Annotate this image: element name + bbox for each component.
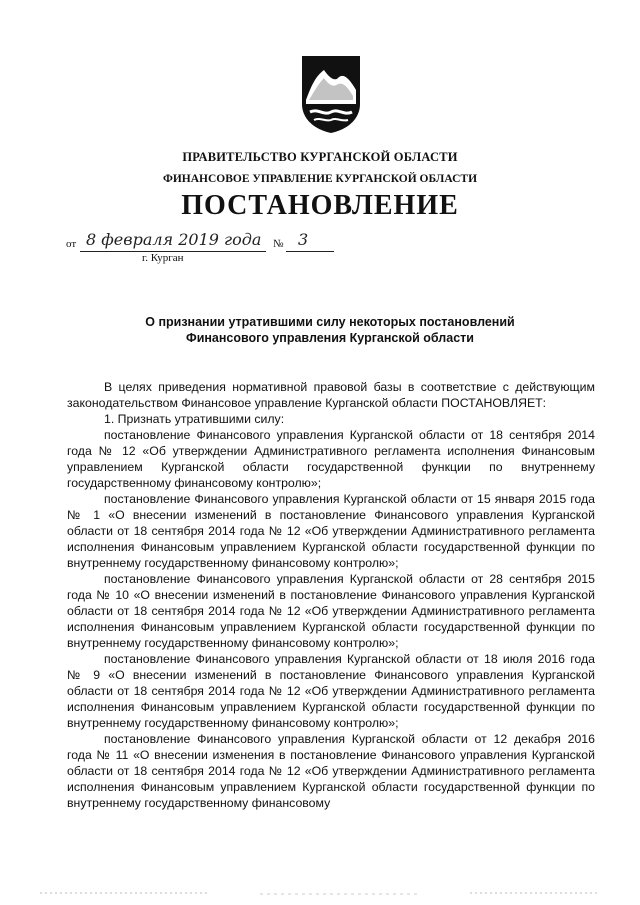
government-name: ПРАВИТЕЛЬСТВО КУРГАНСКОЙ ОБЛАСТИ xyxy=(182,150,458,164)
subject-line-1: О признании утратившими силу некоторых постановлений xyxy=(145,315,515,329)
handwritten-number: 3 xyxy=(298,230,309,249)
document-body xyxy=(67,379,595,811)
document-title: ПОСТАНОВЛЕНИЕ xyxy=(181,190,459,221)
number-label: № xyxy=(273,238,284,250)
department-name: ФИНАНСОВОЕ УПРАВЛЕНИЕ КУРГАНСКОЙ ОБЛАСТИ xyxy=(162,173,478,185)
city-label: г. Курган xyxy=(142,252,184,264)
intro-paragraph: В целях приведения нормативной правовой базы в соответствие с действующим законодательством Финансовое управление Курганской области ПОСТАНОВЛЯЕТ: xyxy=(67,380,595,410)
handwritten-date: 8 февраля 2019 года xyxy=(86,230,262,249)
repealed-entry: постановление Финансового управления Курганской области от 18 сентября 2014 года № 12 «Об утверждении Административного регламента исполнения Финансовым управлением Курганской области государственной функции по внутреннему государственному финансовому контролю»; xyxy=(67,428,595,490)
scan-artifact xyxy=(0,890,640,898)
repealed-entry: постановление Финансового управления Курганской области от 18 июля 2016 года № 9 «О внесении изменений в постановление Финансового управления Курганской области от 18 сентября 2014 года № 12 «Об утверждении Административного регламента исполнения Финансовым управлением Курганской области государственной функции по внутреннему государственному финансовому контролю»; xyxy=(67,652,595,730)
subject-line-2: Финансового управления Курганской области xyxy=(186,331,474,345)
repealed-entry: постановление Финансового управления Курганской области от 28 сентября 2015 года № 10 «О внесении изменений в постановление Финансового управления Курганской области от 18 сентября 2014 года № 12 «Об утверждении Административного регламента исполнения Финансовым управлением Курганской области государственной функции по внутреннему государственному финансовому контролю»; xyxy=(67,572,595,650)
number-underline xyxy=(286,251,334,252)
repealed-entry: постановление Финансового управления Курганской области от 12 декабря 2016 года № 11 «О внесении изменения в постановление Финансового управления Курганской области от 18 сентября 2014 года № 12 «Об утверждении Административного регламента исполнения Финансовым управлением Курганской области государственной функции по внутреннему государственному финансовому xyxy=(67,732,595,810)
item-1-paragraph: 1. Признать утратившими силу: xyxy=(104,412,285,426)
from-label: от xyxy=(66,238,77,250)
kurgan-coat-of-arms-icon xyxy=(300,54,362,134)
document-subject xyxy=(100,314,560,346)
repealed-entry: постановление Финансового управления Курганской области от 15 января 2015 года № 1 «О внесении изменений в постановление Финансового управления Курганской области от 18 сентября 2014 года № 12 «Об утверждении Административного регламента исполнения Финансовым управлением Курганской области государственной функции по внутреннему государственному финансовому контролю»; xyxy=(67,492,595,570)
